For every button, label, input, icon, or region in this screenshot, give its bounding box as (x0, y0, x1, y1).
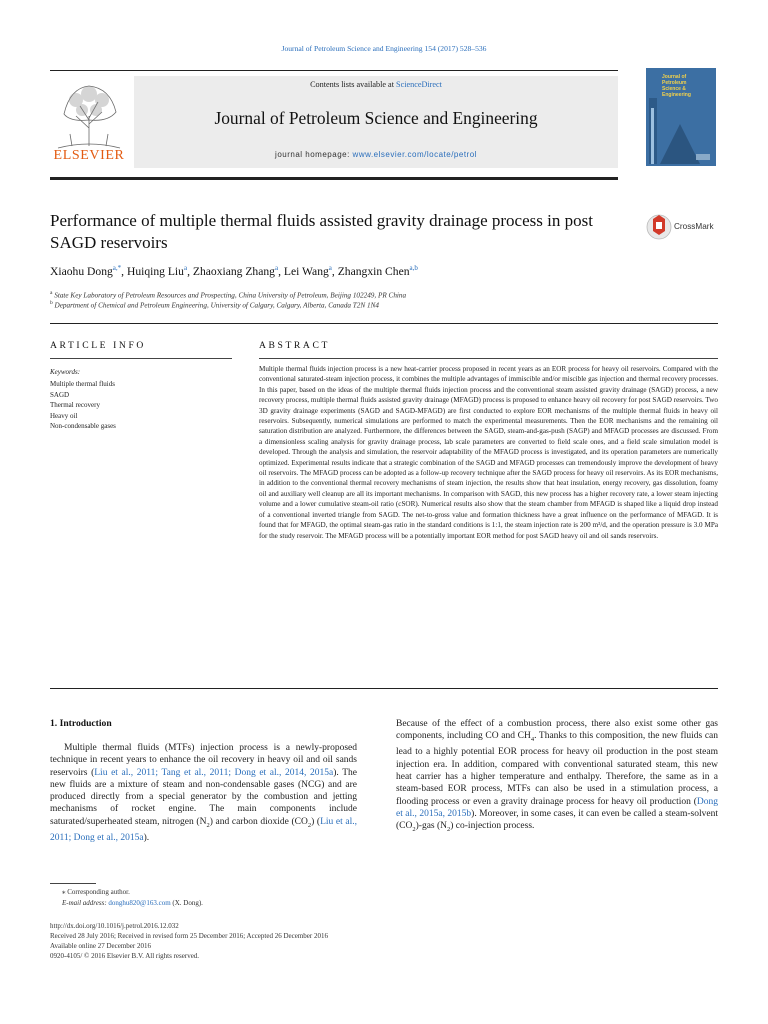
contents-line (134, 80, 618, 89)
subscript: 2 (447, 826, 451, 834)
crossmark-icon (646, 210, 672, 244)
keywords-list (50, 379, 116, 432)
copyright: 0920-4105/ © 2016 Elsevier B.V. All rights reserved. (50, 952, 200, 960)
email-note (62, 899, 203, 907)
subscript: 2 (412, 826, 416, 834)
author-affil-mark[interactable]: a,b (409, 264, 418, 272)
abstract-text: Multiple thermal fluids injection process is a new heat-carrier process proposed in recent years as an EOR process for heavy oil reservoirs. Compared with the conventional saturated-steam injection process, it combines the multiple advantages of immiscible and/or miscible gas injection and thermal recovery processes. In this paper, based on the ideas of the multiple thermal fluids injection process and the conventional steam assisted gravity drainage (SAGD) process, a new recovery process, multiple thermal fluids assisted gravity drainage (MFAGD) process is proposed to enhance heavy oil recovery for post SAGD reservoirs. Two 3D gravity drainage experiments (SAGD and SAGD-MFAGD) are first conducted to explore EOR mechanisms of the multiple thermal fluids in heavy oil reservoirs. Subsequently, numerical simulations are performed to match the experimental measurements. Then the EOR mechanisms and the remaining oil saturation distribution are analyzed. Furthermore, the differences between the SAGD, steam-and-gas-push (SAGP) and MFAGD processes are discussed. From a dimensionless scaling analysis for gravity drainage process, lab scale parameters are converted to field scale ones, and a field scale simulation model is developed. Through the analysis and simulation, the reservoir adaptability of the MFAGD process is investigated, and its operation parameters are numerically optimized. Experimental results indicate that a strategic combination of the SAGD and MFAGD processes can tremendously improve the development of heavy oil reservoirs. The MFAGD process can be adopted as a follow-up recovery technique after the SAGD process for heavy oil reservoirs. As its EOR mechanisms, in addition to the conventional thermal recovery mechanisms of steam injection, the results show that heat insulation, energy recovery, gas dissolution, foamy oil and auxiliary well cleanup are all its important mechanisms. In comparison with SAGD, this new process has a higher recovery rate, a lower steam injecting volume and a lower cumulative steam-oil ratio (cSOR). Numerical results also show that the steam chamber from MFAGD is shaped like a liquid drop instead of a conventional inverted triangle from SAGD. The net-to-gross value and formation thickness have a great influence on the performance of MFAGD. It is found that for MFAGD, the optimal steam-gas ratio in the standard conditions is 1:1, the steam injection rate is 200 m³/d, and the operation pressure is 3.0 MPa for the study reservoir. The MFAGD process will be a potentially important EOR method for post SAGD heavy oil and oil sands reservoirs. (259, 365, 718, 540)
affiliation-text: State Key Laboratory of Petroleum Resources and Prospecting, China University of Petroleum, Beijing 102249, PR China (54, 291, 407, 300)
info-divider (50, 323, 718, 324)
journal-reference[interactable]: Journal of Petroleum Science and Engineering 154 (2017) 528–536 (281, 44, 487, 53)
author-affil-mark[interactable]: a (183, 264, 188, 272)
author-name[interactable]: Zhangxin Chen (337, 264, 410, 278)
affiliation-text: Department of Chemical and Petroleum Engineering, University of Calgary, Calgary, Alberta, Canada T2N 1N4 (54, 301, 379, 310)
abstract-heading: ABSTRACT (259, 340, 330, 351)
author-affil-mark[interactable]: a (274, 264, 279, 272)
article-title: Performance of multiple thermal fluids assisted gravity drainage process in post SAGD reservoirs (50, 211, 593, 252)
header-top-rule (50, 70, 618, 71)
author-name[interactable]: Zhaoxiang Zhang (192, 264, 275, 278)
journal-cover-thumbnail[interactable] (646, 68, 716, 166)
citation-link[interactable]: Liu et al., 2011; Tang et al., 2011; Dong et al., 2014, 2015a (94, 767, 334, 778)
keyword-item: Thermal recovery (50, 401, 100, 410)
subscript: 2 (206, 821, 210, 829)
intro-text: ). (143, 832, 150, 843)
author-affil-mark[interactable]: a (328, 264, 332, 272)
elsevier-wordmark: ELSEVIER (53, 148, 125, 163)
header-bottom-rule (50, 177, 618, 180)
affiliation-mark: a (50, 290, 53, 296)
crossmark-badge[interactable] (646, 210, 722, 244)
keyword-item: SAGD (50, 390, 70, 399)
affiliation-a (50, 290, 710, 299)
received-dates: Received 28 July 2016; Received in revised form 25 December 2016; Accepted 26 December 2016 (50, 932, 328, 940)
sciencedirect-link[interactable]: ScienceDirect (396, 80, 442, 89)
crossmark-label: CrossMark (674, 222, 714, 231)
subscript: 4 (530, 736, 535, 744)
intro-text: ) and carbon dioxide (CO (209, 816, 308, 827)
author-name[interactable]: Xiaohu Dong (50, 264, 113, 278)
affiliation-b (50, 300, 710, 309)
intro-text: Because of the effect of a combustion process, there also exist some other gas components, including CO and CH (396, 719, 718, 742)
email-label: E-mail address: (62, 899, 109, 907)
intro-paragraph-left (50, 742, 357, 844)
intro-text: ) co-injection process. (450, 821, 535, 832)
email-link[interactable]: donghu820@163.com (108, 899, 171, 907)
keywords-label: Keywords: (50, 368, 81, 376)
email-suffix: (X. Dong). (170, 899, 203, 907)
article-info-rule (50, 358, 232, 359)
author-list: Xiaohu Dong$^{a,*}$, Huiqing Liu$^a$, Zhaoxiang Zhang$^a$, Lei Wang$^a$, Zhangxin Chen$^{a,b}$ (50, 264, 418, 278)
footnote-rule (50, 883, 96, 884)
intro-text: ) ( (311, 816, 321, 827)
cover-title: Journal of Petroleum Science & Engineering (662, 74, 691, 98)
intro-text: ). Moreover, in some cases, it can even be called a steam-solvent (CO (396, 808, 718, 832)
journal-title: Journal of Petroleum Science and Engineering (214, 108, 538, 128)
affiliation-mark: b (50, 300, 53, 306)
intro-text: . Thanks to this composition, the new fluids can lead to a highly potential EOR process for heavy oil production in the post steam injection era. In addition, compared with conventional saturated steam, this new heat carrier has a higher temperature and enthalpy. Therefore, the same as in a steam-based EOR process, MTFs can also be used in a stimulation process, a flooding process or even a gravity drainage process for heavy oil production ( (396, 731, 719, 807)
citation-link[interactable]: Dong et al., 2015a, 2015b (396, 796, 718, 819)
intro-text: ). The new fluids are a mixture of steam and non-condensable gases (NCG) and are produced directly from a special generator by the combustion and jetting mechanisms of rocket engine. The main components include saturated/superheated steam, nitrogen (N (50, 767, 358, 827)
doi-link[interactable]: http://dx.doi.org/10.1016/j.petrol.2016.12.032 (50, 922, 179, 930)
abstract-bottom-rule (50, 688, 718, 689)
article-info-heading: ARTICLE INFO (50, 340, 146, 351)
intro-text: )-gas (N (415, 821, 448, 832)
homepage-link[interactable]: www.elsevier.com/locate/petrol (352, 150, 477, 159)
author-name[interactable]: Huiqing Liu (126, 264, 184, 278)
corresponding-author-note: ⁎ Corresponding author. (62, 888, 130, 896)
contents-prefix: Contents lists available at (310, 80, 397, 89)
available-online: Available online 27 December 2016 (50, 942, 151, 950)
subscript: 2 (307, 821, 312, 829)
keyword-item: Non-condensable gases (50, 422, 116, 431)
keyword-item: Heavy oil (50, 411, 78, 420)
intro-paragraph-right (396, 718, 718, 836)
section-heading-introduction: 1. Introduction (50, 718, 112, 729)
citation-link[interactable]: Liu et al., 2011; Dong et al., 2015a (50, 816, 357, 843)
author-name[interactable]: Lei Wang (283, 264, 329, 278)
homepage-prefix: journal homepage: (275, 150, 353, 159)
keyword-item: Multiple thermal fluids (50, 380, 115, 388)
abstract-rule (259, 358, 718, 359)
intro-text: Multiple thermal fluids (MTFs) injection process is a newly-proposed technique in recent years to enhance the oil recovery in heavy oil and oil sands reservoirs ( (50, 743, 357, 778)
homepage-line (134, 150, 618, 159)
author-affil-mark[interactable]: a,* (112, 264, 122, 272)
